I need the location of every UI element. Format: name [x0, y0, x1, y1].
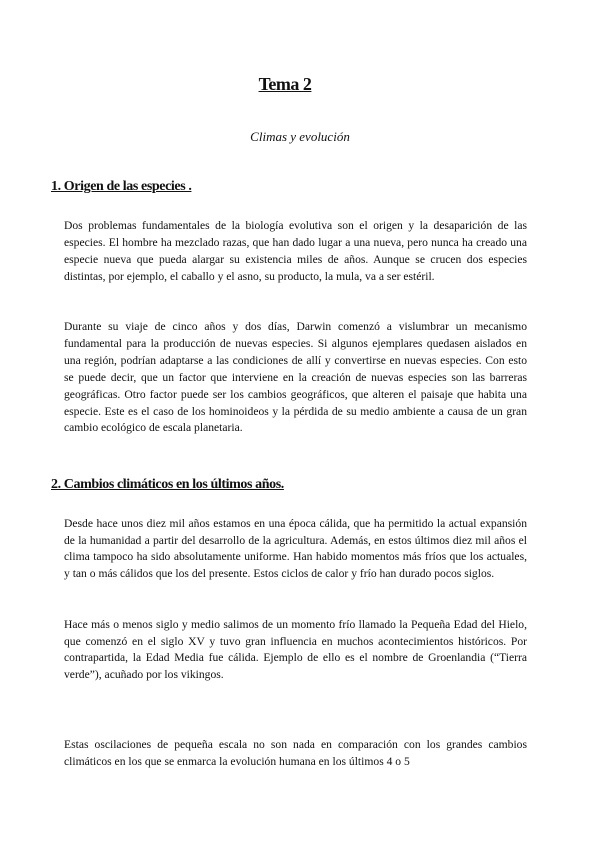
section-heading-origen: 1. Origen de las especies .	[51, 179, 192, 194]
section-heading-cambios: 2. Cambios climáticos en los últimos años.	[51, 477, 284, 492]
page-subtitle: Climas y evolución	[250, 129, 350, 144]
paragraph: Hace más o menos siglo y medio salimos de un momento frío llamado la Pequeña Edad del Hielo, que comenzó en el siglo XV y tuvo gran influencia en muchos acontecimientos históricos. Por contrapartida, la Edad Media fue cálida. Ejemplo de ello es el nombre de Groenlandia (“Tierra verde”), acuñado por los vikingos.	[64, 618, 527, 682]
paragraph: Estas oscilaciones de pequeña escala no son nada en comparación con los grandes cambios climáticos en los que se enmarca la evolución humana en los últimos 4 o 5	[64, 738, 527, 768]
paragraph: Dos problemas fundamentales de la biología evolutiva son el origen y la desaparición de las especies. El hombre ha mezclado razas, que han dado lugar a una nueva, pero nunca ha creado una especie nueva que pueda alargar su existencia miles de años. Aunque se crucen dos especies distintas, por ejemplo, el caballo y el asno, su producto, la mula, va a ser estéril.	[64, 219, 527, 283]
paragraph: Desde hace unos diez mil años estamos en una época cálida, que ha permitido la actual expansión de la humanidad a partir del desarrollo de la agricultura. Además, en estos últimos diez mil años el clima tampoco ha sido absolutamente uniforme. Han habido momentos más fríos que los actuales, y tan o más cálidos que los del presente. Estos ciclos de calor y frío han durado pocos siglos.	[64, 517, 527, 581]
paragraph: Durante su viaje de cinco años y dos días, Darwin comenzó a vislumbrar un mecanismo fundamental para la producción de nuevas especies. Si algunos ejemplares quedasen aislados en una región, podrían adaptarse a las condiciones de allí y convertirse en nuevas especies. Con esto se puede decir, que un factor que interviene en la creación de nuevas especies son las barreras geográficas. Otro factor puede ser los cambios geográficos, que alteren el paisaje que habita una especie. Este es el caso de los hominoideos y la pérdida de su medio ambiente a causa de un gran cambio ecológico de escala planetaria.	[64, 320, 527, 435]
page-title: Tema 2	[258, 74, 312, 94]
